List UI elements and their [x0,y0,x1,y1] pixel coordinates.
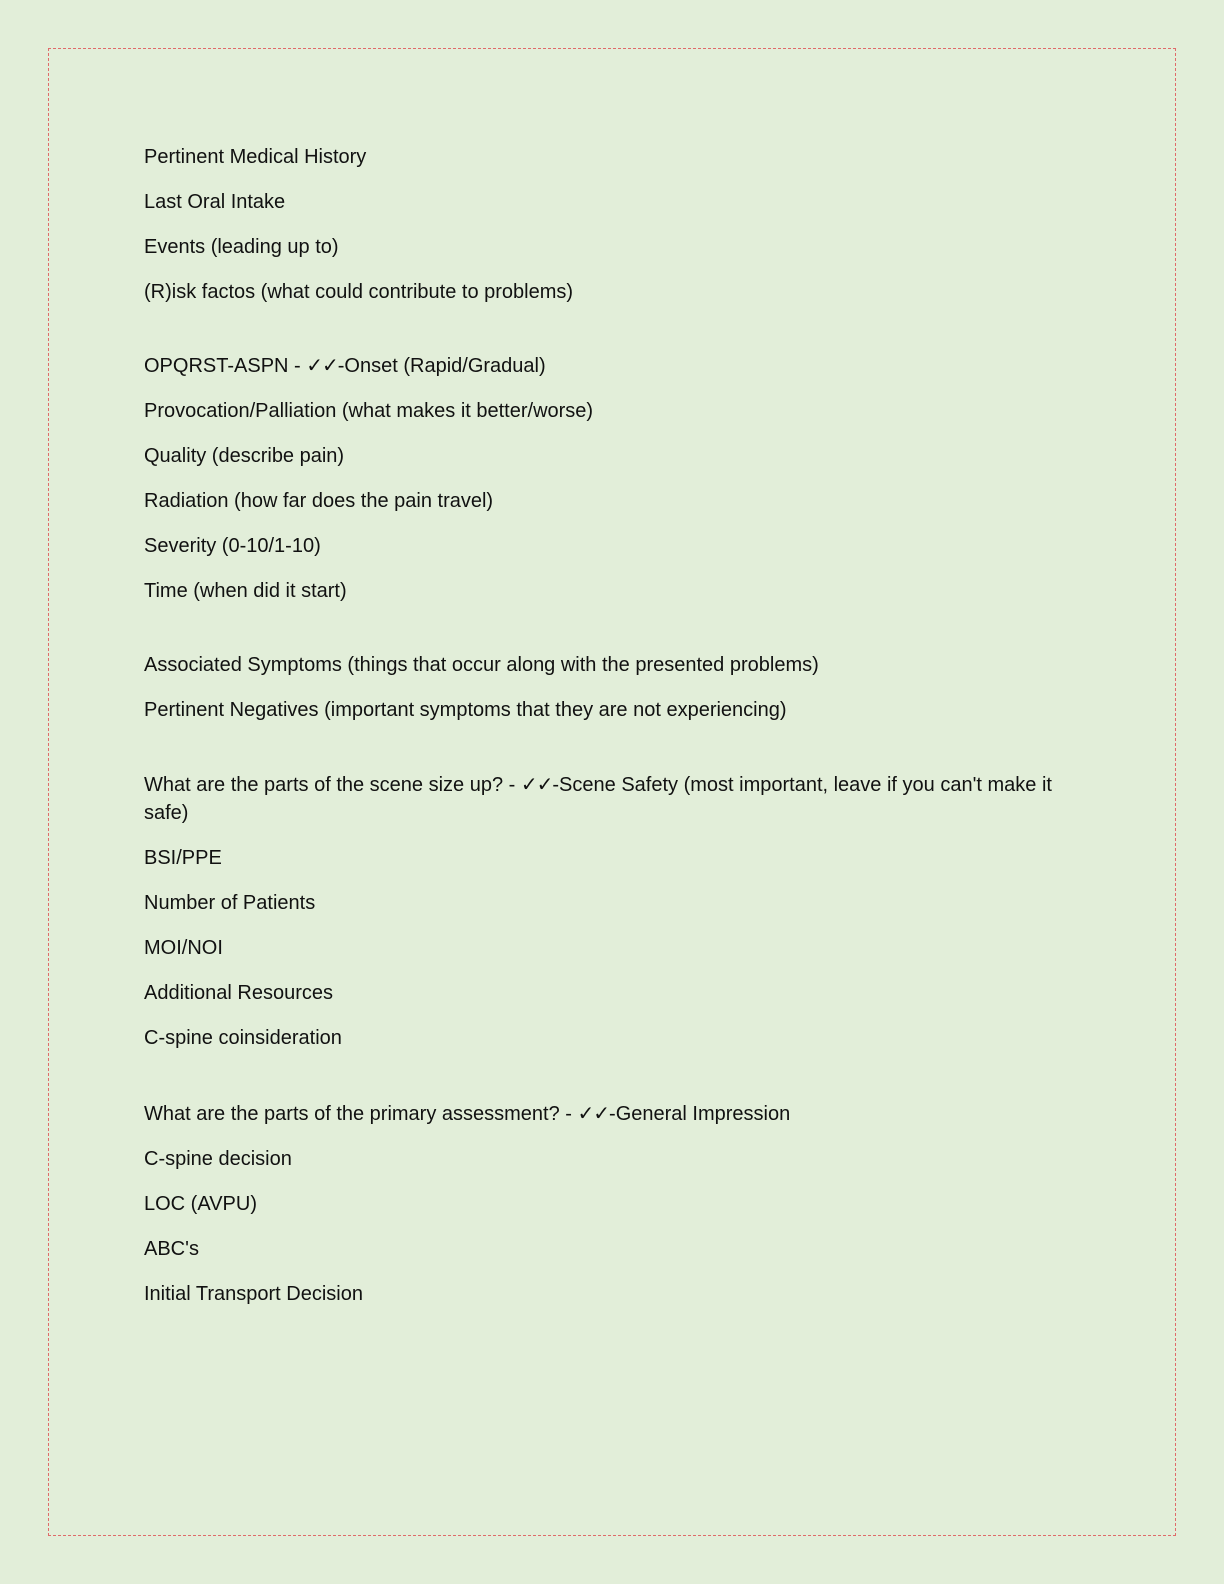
double-check-icon: ✓✓ [306,353,338,377]
list-item: (R)isk factos (what could contribute to problems) [144,281,574,303]
list-item: Number of Patients [144,892,316,914]
answer-text: -Scene Safety (most important, leave if you can't make it safe) [144,774,1052,824]
flashcard-question [144,351,1074,380]
list-item: C-spine decision [144,1148,292,1170]
list-item: Quality (describe pain) [144,445,345,467]
list-item: MOI/NOI [144,937,223,959]
flashcard-question [144,770,1074,827]
question-text: OPQRST-ASPN - [144,355,307,377]
list-item: Provocation/Palliation (what makes it better/worse) [144,400,594,422]
list-item: BSI/PPE [144,847,222,869]
list-item: Associated Symptoms (things that occur along with the presented problems) [144,654,819,676]
primary-assessment-section [144,1099,1074,1308]
double-check-icon: ✓✓ [520,772,553,796]
opqrst-section [144,351,1074,605]
list-item: Time (when did it start) [144,580,347,602]
list-item: Severity (0-10/1-10) [144,535,321,557]
list-item: Additional Resources [144,982,333,1004]
list-item: Pertinent Negatives (important symptoms that they are not experiencing) [144,699,787,721]
scene-size-up-section [144,770,1074,1052]
answer-text: -Onset (Rapid/Gradual) [337,355,546,377]
document-body [144,143,1074,1325]
list-item: C-spine coinsideration [144,1027,342,1049]
question-text: What are the parts of the scene size up? - [144,774,521,796]
aspn-section [144,651,1074,724]
list-item: Events (leading up to) [144,236,339,258]
answer-text: -General Impression [609,1103,791,1125]
flashcard-question [144,1099,1074,1128]
list-item: Last Oral Intake [144,191,286,213]
list-item: ABC's [144,1238,199,1260]
question-text: What are the parts of the primary assessment? - [144,1103,578,1125]
list-item: LOC (AVPU) [144,1193,257,1215]
list-item: Initial Transport Decision [144,1283,363,1305]
history-section [144,143,1074,306]
double-check-icon: ✓✓ [577,1101,610,1125]
list-item: Pertinent Medical History [144,146,367,168]
list-item: Radiation (how far does the pain travel) [144,490,494,512]
